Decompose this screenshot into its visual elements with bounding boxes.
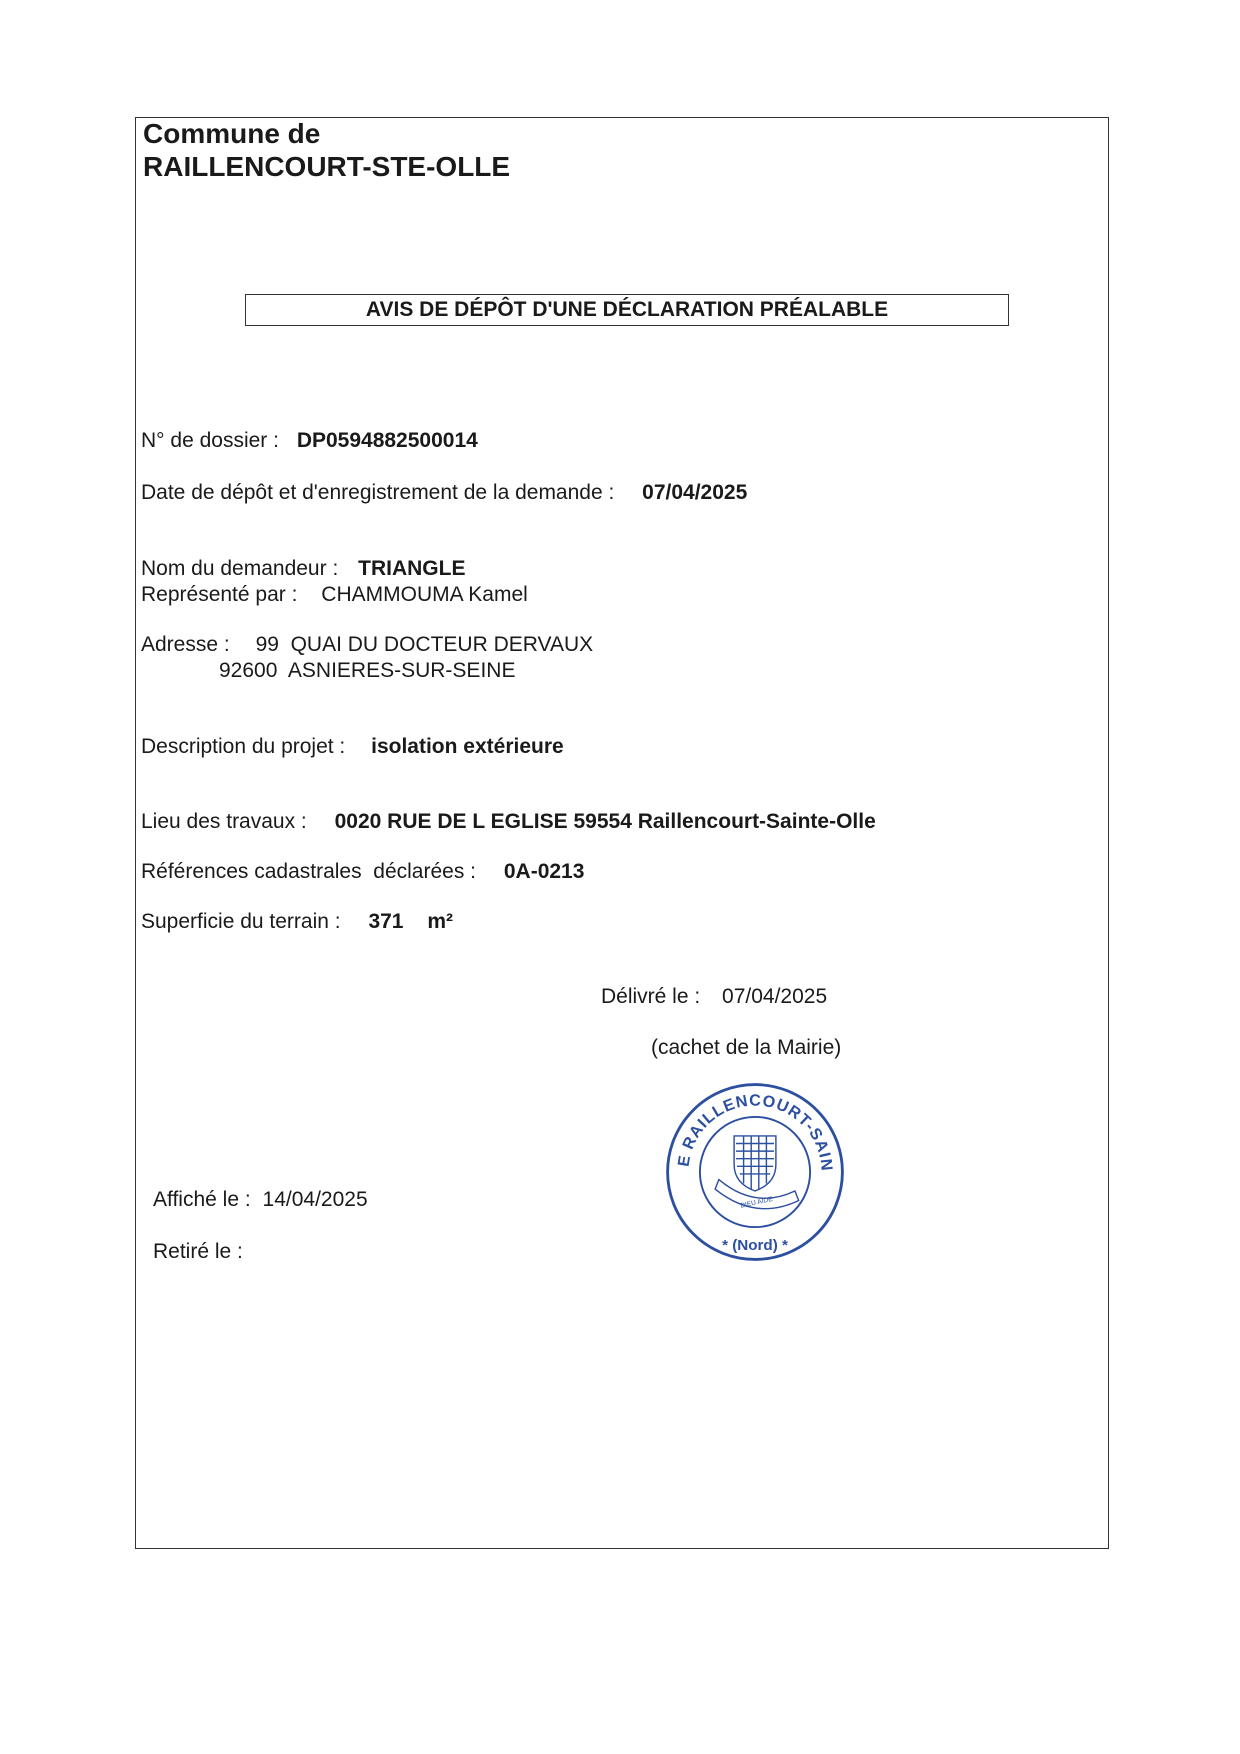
retire-label: Retiré le :: [153, 1240, 243, 1263]
represente-label: Représenté par :: [141, 583, 298, 606]
lieu-label: Lieu des travaux :: [141, 810, 307, 833]
date-depot-value: 07/04/2025: [642, 481, 748, 504]
retire-row: [153, 1239, 255, 1264]
description-row: [141, 734, 564, 759]
superficie-row: [141, 909, 453, 934]
commune-line2: RAILLENCOURT-STE-OLLE: [143, 151, 511, 182]
affiche-label: Affiché le :: [153, 1188, 251, 1211]
svg-text:MAIRIE DE RAILLENCOURT-SAINTE-: E RAILLENCOURT-SAIN: [674, 1091, 836, 1173]
mairie-stamp: [660, 1077, 850, 1267]
description-label: Description du projet :: [141, 735, 346, 758]
demandeur-row: [141, 556, 465, 581]
delivre-row: [601, 984, 827, 1009]
cadastre-label: Références cadastrales déclarées :: [141, 860, 477, 883]
adresse-line2: 92600 ASNIERES-SUR-SEINE: [219, 659, 516, 682]
commune-line1: Commune de: [143, 118, 321, 149]
superficie-unit: m²: [427, 910, 454, 933]
represente-value: CHAMMOUMA Kamel: [321, 583, 528, 606]
lieu-value: 0020 RUE DE L EGLISE 59554 Raillencourt-Sainte-Olle: [334, 810, 876, 833]
demandeur-label: Nom du demandeur :: [141, 557, 339, 580]
superficie-value: 371: [368, 910, 404, 933]
description-value: isolation extérieure: [371, 735, 564, 758]
delivre-label: Délivré le :: [601, 985, 701, 1008]
dossier-row: [141, 428, 478, 453]
superficie-label: Superficie du terrain :: [141, 910, 341, 933]
commune-header: [143, 117, 510, 183]
date-depot-row: [141, 480, 747, 505]
adresse-label: Adresse :: [141, 633, 230, 656]
stamp-seal-icon: [660, 1077, 850, 1267]
dossier-label: N° de dossier :: [141, 429, 279, 452]
delivre-value: 07/04/2025: [722, 985, 828, 1008]
lieu-row: [141, 809, 876, 834]
adresse-line1: 99 QUAI DU DOCTEUR DERVAUX: [255, 633, 594, 656]
date-depot-label: Date de dépôt et d'enregistrement de la demande :: [141, 481, 615, 504]
cachet-label: (cachet de la Mairie): [651, 1036, 842, 1059]
affiche-row: [153, 1187, 368, 1212]
dossier-value: DP0594882500014: [296, 429, 478, 452]
document-title: AVIS DE DÉPÔT D'UNE DÉCLARATION PRÉALABLE: [245, 294, 1009, 326]
adresse-row: [141, 632, 593, 657]
cadastre-value: 0A-0213: [503, 860, 585, 883]
represente-row: [141, 582, 528, 607]
svg-text:DIEU AIDE: DIEU AIDE: [739, 1195, 774, 1210]
affiche-value: 14/04/2025: [262, 1188, 368, 1211]
cadastre-row: [141, 859, 584, 884]
demandeur-value: TRIANGLE: [358, 557, 466, 580]
svg-text:* (Nord) *: * (Nord) *: [722, 1236, 788, 1254]
